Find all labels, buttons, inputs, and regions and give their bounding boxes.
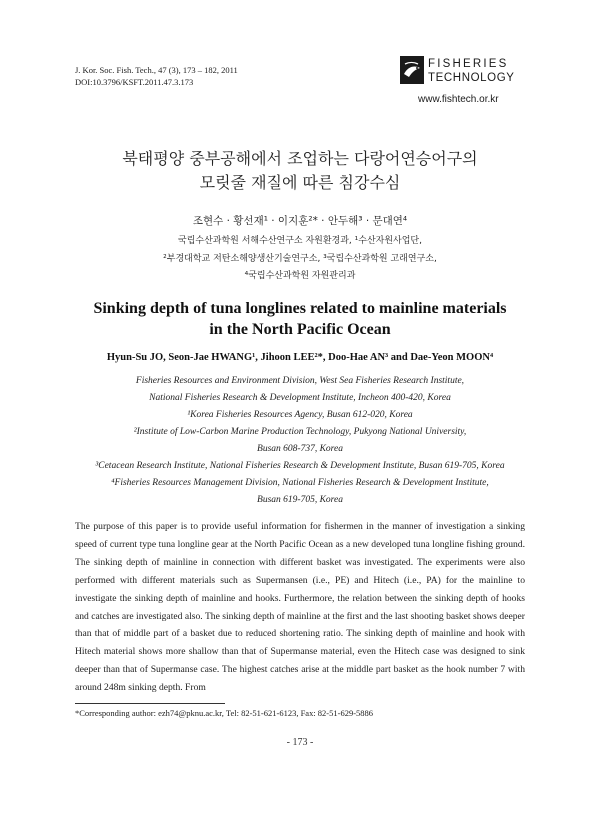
english-affiliation-line: ³Cetacean Research Institute, National Fisheries Research & Development Institute, Busan 619-705, Korea	[95, 461, 505, 471]
korean-authors: 조현수 · 황선재¹ · 이지훈²* · 안두해³ · 문대연⁴	[192, 215, 408, 227]
english-affiliation-line: National Fisheries Research & Development Institute, Incheon 400-420, Korea	[149, 393, 451, 403]
korean-title-line2: 모릿줄 재질에 따른 침강수심	[199, 173, 401, 192]
korean-title	[60, 147, 540, 195]
english-affiliations	[60, 373, 540, 509]
journal-doi: DOI:10.3796/KSFT.2011.47.3.173	[75, 77, 194, 87]
english-title	[60, 298, 540, 340]
korean-affiliations	[60, 233, 540, 286]
english-affiliation-line: ⁴Fisheries Resources Management Division, National Fisheries Research & Development Institute,	[111, 478, 489, 488]
english-affiliation-line: Busan 608-737, Korea	[257, 444, 343, 454]
english-affiliation-line: ²Institute of Low-Carbon Marine Production Technology, Pukyong National University,	[133, 427, 467, 437]
page-number: - 173 -	[286, 737, 314, 748]
korean-affiliation-line: 국립수산과학원 서해수산연구소 자원환경과, ¹수산자원사업단,	[178, 236, 422, 246]
korean-affiliation-line: ⁴국립수산과학원 자원관리과	[244, 271, 356, 281]
logo-text-fisheries: FISHERIES	[428, 58, 509, 70]
english-title-line2: in the North Pacific Ocean	[209, 321, 391, 338]
english-affiliation-line: ¹Korea Fisheries Resources Agency, Busan 612-020, Korea	[187, 410, 413, 420]
journal-url-link[interactable]: www.fishtech.or.kr	[418, 94, 499, 105]
fish-emblem-icon	[400, 56, 424, 84]
english-affiliation-line: Busan 619-705, Korea	[257, 495, 343, 505]
abstract-paragraph: The purpose of this paper is to provide useful information for fishermen in the manner of investigation a sinking speed of current type tuna longline gear at the North Pacific Ocean as a new developed tuna longline fishing ground. The sinking depth of mainline in connection with different basket was investigated. The experiments were also performed with different materials such as Supermansen (i.e., PE) and Hitech (i.e., PA) for the mainline to investigate the sinking depth of mainline and hooks. Furthermore, the relation between the sinking depth of hooks and catches are investigated also. The sinking depth of mainline at the first and the last shooting basket shows deeper than that of middle part of a basket due to reduced shortening ratio. The sinking depth of mainline and hook with Hitech material shows more shallow than that of Supermanse material, even the Hitech case was designed to sink deeper than that of Supermanse case. The highest catches arise at the middle part basket as the hook number 7 with around 248m sinking depth. From	[75, 521, 525, 694]
english-authors: Hyun-Su JO, Seon-Jae HWANG¹, Jihoon LEE²*, Doo-Hae AN³ and Dae-Yeon MOON⁴	[106, 352, 494, 363]
corresponding-author-footnote: *Corresponding author: ezh74@pknu.ac.kr, Tel: 82-51-621-6123, Fax: 82-51-629-5886	[75, 708, 374, 718]
logo-text-technology: TECHNOLOGY	[428, 72, 515, 84]
english-affiliation-line: Fisheries Resources and Environment Division, West Sea Fisheries Research Institute,	[135, 376, 465, 386]
journal-meta	[75, 64, 238, 88]
journal-citation: J. Kor. Soc. Fish. Tech., 47 (3), 173 – 182, 2011	[75, 65, 238, 75]
fisheries-technology-logo	[400, 56, 530, 106]
footnote-divider	[75, 703, 225, 704]
korean-affiliation-line: ²부경대학교 저탄소해양생산기술연구소, ³국립수산과학원 고래연구소,	[163, 253, 437, 264]
english-title-line1: Sinking depth of tuna longlines related to mainline materials	[93, 300, 507, 317]
korean-title-line1: 북태평양 중부공해에서 조업하는 다랑어연승어구의	[122, 149, 478, 168]
